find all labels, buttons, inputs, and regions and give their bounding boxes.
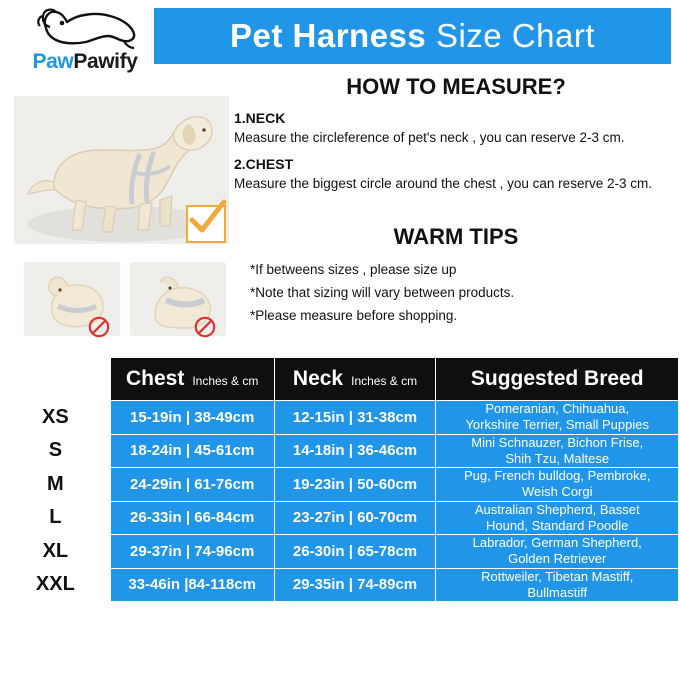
page-title-light: Size Chart (435, 17, 595, 54)
cell-breed: Mini Schnauzer, Bichon Frise, Shih Tzu, Maltese (436, 434, 679, 468)
cell-size: L (1, 501, 111, 535)
cell-chest: 33-46in |84-118cm (110, 568, 274, 602)
header-banner (154, 8, 671, 64)
size-table (0, 357, 679, 602)
cell-chest: 15-19in | 38-49cm (110, 401, 274, 435)
cell-size: XL (1, 535, 111, 569)
cell-size: XS (1, 401, 111, 435)
table-row (1, 468, 679, 502)
no-sign-icon (88, 316, 110, 338)
cell-breed: Pomeranian, Chihuahua, Yorkshire Terrier, Small Puppies (436, 401, 679, 435)
header-breed-label: Suggested Breed (470, 367, 644, 390)
header-chest-units: Inches & cm (192, 374, 259, 388)
check-mark-icon (184, 196, 230, 242)
cell-neck: 19-23in | 50-60cm (274, 468, 436, 502)
cell-breed: Labrador, German Shepherd, Golden Retriever (436, 535, 679, 569)
table-row (1, 434, 679, 468)
cell-breed: Australian Shepherd, Basset Hound, Standard Poodle (436, 501, 679, 535)
logo-word-two: Pawify (73, 50, 138, 73)
tip-line: *Note that sizing will vary between products. (250, 285, 515, 300)
cell-chest: 26-33in | 66-84cm (110, 501, 274, 535)
header-chest-label: Chest (125, 367, 185, 390)
table-body (1, 401, 679, 602)
how-to-measure-title: HOW TO MEASURE? (346, 74, 566, 99)
header-chest (110, 358, 274, 401)
cell-breed: Rottweiler, Tibetan Mastiff, Bullmastiff (436, 568, 679, 602)
table-row (1, 535, 679, 569)
header-breed (436, 358, 679, 401)
table-row (1, 501, 679, 535)
measure-item1-label: 1.NECK (234, 110, 286, 126)
cell-neck: 23-27in | 60-70cm (274, 501, 436, 535)
header-neck-label: Neck (292, 367, 344, 390)
cell-neck: 26-30in | 65-78cm (274, 535, 436, 569)
how-to-measure-body (234, 108, 674, 191)
cell-size: XXL (1, 568, 111, 602)
logo-word-one: Paw (32, 50, 74, 73)
dog-head-icon (34, 6, 138, 52)
cell-size: S (1, 434, 111, 468)
warm-tips-body (250, 262, 679, 331)
header-neck-units: Inches & cm (351, 374, 418, 388)
table-row (1, 568, 679, 602)
measure-item2-label: 2.CHEST (234, 156, 294, 172)
cell-neck: 29-35in | 74-89cm (274, 568, 436, 602)
logo-text (18, 50, 152, 74)
header-neck (274, 358, 436, 401)
cell-breed: Pug, French bulldog, Pembroke, Weish Corgi (436, 468, 679, 502)
measure-item1-text: Measure the circleference of pet's neck , you can reserve 2-3 cm. (234, 130, 625, 145)
no-sign-icon (194, 316, 216, 338)
cell-chest: 29-37in | 74-96cm (110, 535, 274, 569)
page-title-bold: Pet Harness (230, 17, 427, 54)
cell-size: M (1, 468, 111, 502)
tip-line: *Please measure before shopping. (250, 308, 458, 323)
wrong-examples (18, 262, 230, 342)
page-title (230, 17, 595, 55)
header-size (1, 358, 111, 401)
cell-chest: 18-24in | 45-61cm (110, 434, 274, 468)
cell-neck: 12-15in | 31-38cm (274, 401, 436, 435)
measure-item2-text: Measure the biggest circle around the chest , you can reserve 2-3 cm. (234, 176, 652, 191)
tip-line: *If betweens sizes , please size up (250, 262, 457, 277)
brand-logo (10, 6, 152, 88)
table-row (1, 401, 679, 435)
warm-tips-title: WARM TIPS (393, 224, 519, 249)
cell-neck: 14-18in | 36-46cm (274, 434, 436, 468)
cell-chest: 24-29in | 61-76cm (110, 468, 274, 502)
table-header-row (1, 358, 679, 401)
